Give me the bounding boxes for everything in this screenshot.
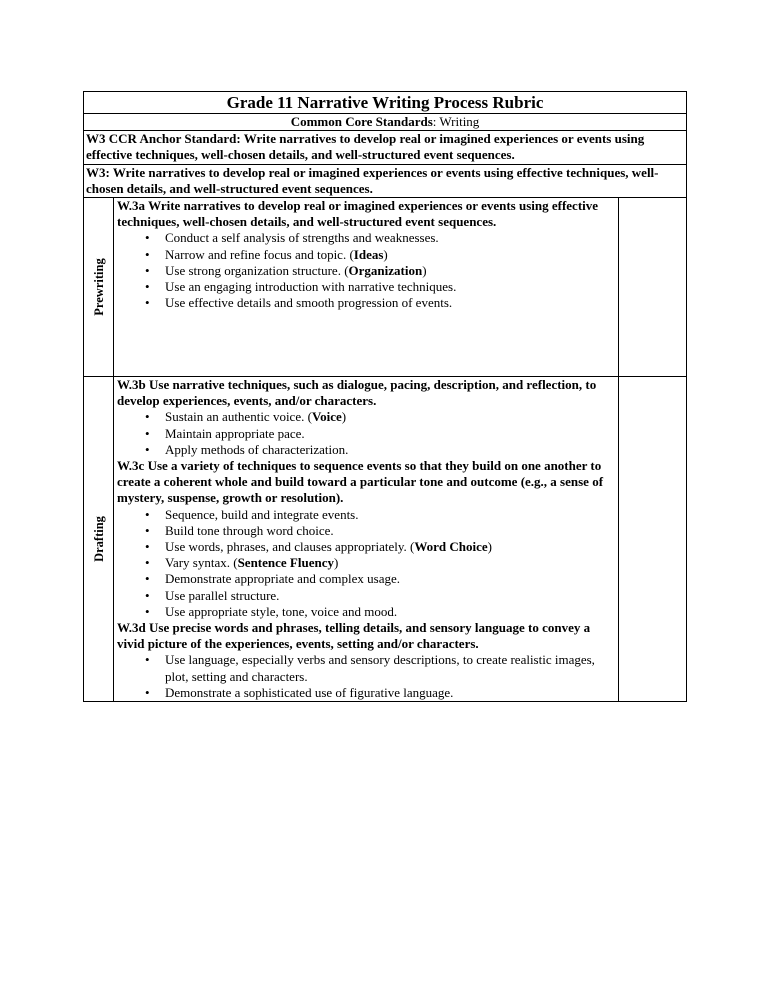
standards-header-value: : Writing [432, 114, 480, 129]
standards-header-label: Common Core Standards [290, 114, 433, 129]
drafting-label: Drafting [91, 516, 106, 562]
list-item: • Apply methods of characterization. [165, 442, 616, 458]
w3b-list [117, 409, 616, 458]
list-item: • Use language, especially verbs and sensory descriptions, to create realistic images, plot, setting and characters. [165, 652, 616, 684]
w3d-heading: W.3d Use precise words and phrases, telling details, and sensory language to convey a vivid picture of the experiences, events, setting and/or characters. [117, 620, 591, 652]
list-item: • Use an engaging introduction with narrative techniques. [165, 279, 616, 295]
prewriting-label: Prewriting [91, 258, 106, 316]
drafting-content [114, 377, 619, 702]
list-item: • Use parallel structure. [165, 588, 616, 604]
list-item: • Build tone through word choice. [165, 523, 616, 539]
list-item: • Use words, phrases, and clauses appropriately. (Word Choice) [165, 539, 616, 555]
list-item: • Use appropriate style, tone, voice and mood. [165, 604, 616, 620]
w3b-heading: W.3b Use narrative techniques, such as dialogue, pacing, description, and reflection, to develop experiences, events, and/or characters. [117, 377, 597, 409]
prewriting-score-cell [619, 198, 687, 377]
list-item: • Sustain an authentic voice. (Voice) [165, 409, 616, 425]
standards-header [84, 114, 687, 131]
list-item: • Sequence, build and integrate events. [165, 507, 616, 523]
list-item: • Demonstrate a sophisticated use of figurative language. [165, 685, 616, 701]
rubric-title: Grade 11 Narrative Writing Process Rubric [84, 92, 687, 114]
w3a-heading: W.3a Write narratives to develop real or imagined experiences or events using effective techniques, well-chosen details, and well-structured event sequences. [117, 198, 599, 230]
rubric-page [83, 91, 686, 702]
prewriting-section-label-cell [84, 198, 114, 377]
w3a-list [117, 230, 616, 311]
w3-standard: W3: Write narratives to develop real or imagined experiences or events using effective techniques, well-chosen details, and well-structured event sequences. [84, 164, 687, 197]
w3c-list [117, 507, 616, 620]
list-item: • Maintain appropriate pace. [165, 426, 616, 442]
list-item: • Conduct a self analysis of strengths and weaknesses. [165, 230, 616, 246]
list-item: • Narrow and refine focus and topic. (Ideas) [165, 247, 616, 263]
w3d-list [117, 652, 616, 701]
rubric-table [83, 91, 687, 702]
list-item: • Use effective details and smooth progression of events. [165, 295, 616, 311]
anchor-standard: W3 CCR Anchor Standard: Write narratives to develop real or imagined experiences or events using effective techniques, well-chosen details, and well-structured event sequences. [84, 131, 687, 164]
list-item: • Vary syntax. (Sentence Fluency) [165, 555, 616, 571]
prewriting-content [114, 198, 619, 377]
drafting-section-label-cell [84, 377, 114, 702]
w3c-heading: W.3c Use a variety of techniques to sequence events so that they build on one another to create a coherent whole and build toward a particular tone and outcome (e.g., a sense of mystery, suspense, growth or resolution). [117, 458, 604, 506]
list-item: • Use strong organization structure. (Organization) [165, 263, 616, 279]
drafting-score-cell [619, 377, 687, 702]
list-item: • Demonstrate appropriate and complex usage. [165, 571, 616, 587]
